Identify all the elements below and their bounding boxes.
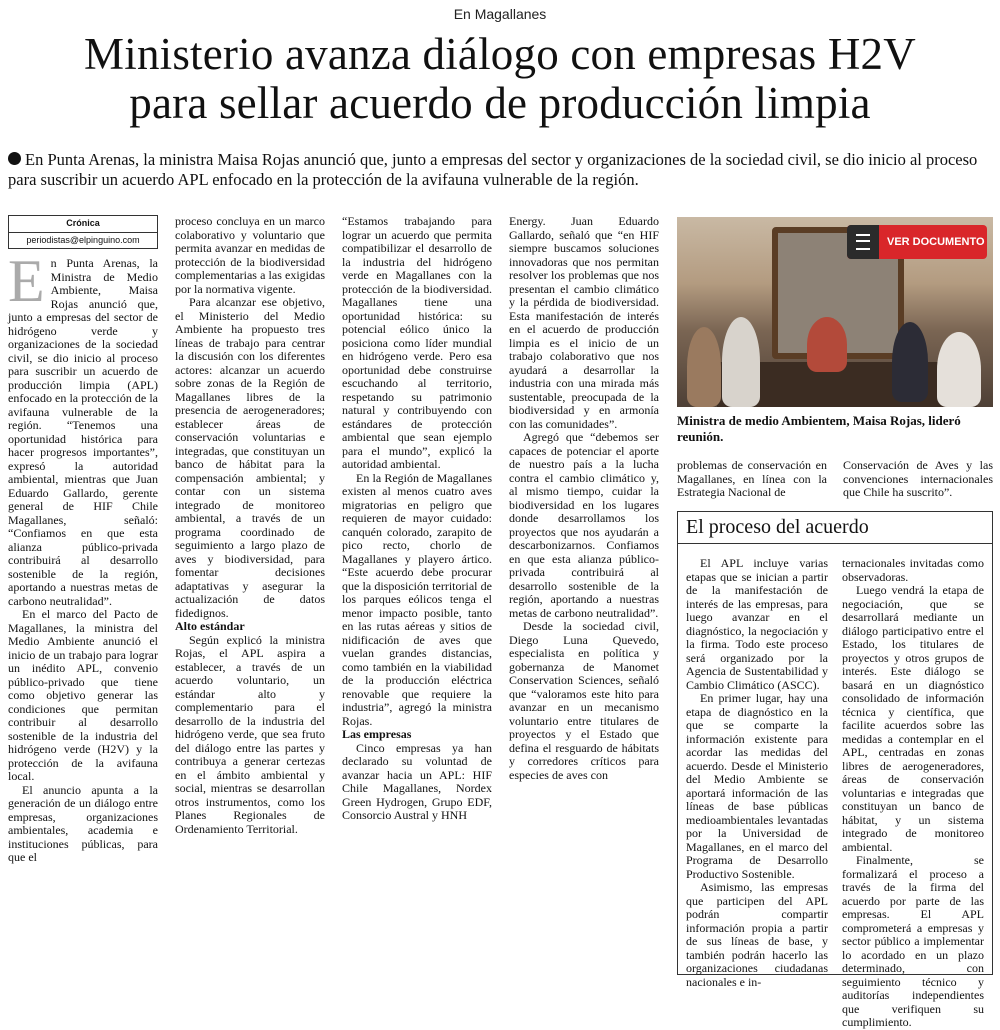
- headline-line-2: para sellar acuerdo de producción limpia: [129, 78, 871, 128]
- person-figure: [892, 322, 928, 402]
- lead-paragraph: [8, 150, 993, 190]
- sidebar-box-column-right: [842, 557, 984, 1030]
- paragraph: En la Región de Magallanes existen al menos cuatro aves migratorias en peligro que requieren de mayor cuidado: canquén colorado, zarapito de pico recto, chorlo de Magallanes y playero ártico. “Este acuerdo debe procurar que la disposición territorial de los parques eólicos tenga el menor impacto posible, tanto en las rutas aéreas y sitios de nidificación de aves que vuelan grandes distancias, como también en la viabilidad de la producción eléctrica renovable que requiere la industria”, agregó la ministra Rojas.: [342, 470, 492, 728]
- headline-line-1: Ministerio avanza diálogo con empresas H2V: [84, 29, 916, 79]
- paragraph: Agregó que “debemos ser capaces de potenciar el aporte de nuestro país a la lucha contra el cambio climático y, al mismo tiempo, cuidar la biodiversidad en los lugares donde desarrollamos los proyectos que nos ayudarán a descarbonizarnos. Confiamos en que esta alianza público-privada contribuirá al desarrollo sostenible de la región, aportando a nuestras metas de carbono neutralidad”.: [509, 430, 659, 620]
- subhead-alto-estandar: Alto estándar: [175, 619, 245, 633]
- section-kicker: En Magallanes: [453, 6, 547, 22]
- sidebar-box-proceso: [677, 511, 993, 1029]
- paragraph: El anuncio apunta a la generación de un diálogo entre empresas, organizaciones ambientales, academia e instituciones públicas, para que el: [8, 782, 158, 864]
- paragraph: Luego vendrá la etapa de negociación, que se desarrollará mediante un diálogo participativo entre el Estado, los titulares de proyectos y otros grupos de interés. Este diálogo se basará en un diagnóstico consolidado de información técnica y científica, que facilite acuerdos sobre las medidas a contemplar en el APL, centradas en zonas libres de aerogeneradores, áreas de conservación voluntarias e integradas que constituyan un banco de hábitat, y un sistema integrado de monitoreo ambiental.: [842, 583, 984, 854]
- person-figure: [722, 317, 760, 407]
- meeting-photo: [677, 217, 993, 407]
- drop-cap: E: [8, 248, 45, 314]
- sidebar-box-column-left: [686, 557, 828, 989]
- paragraph: ternacionales invitadas como observadoras.: [842, 556, 984, 584]
- document-list-icon: [847, 225, 879, 259]
- paragraph: Asimismo, las empresas que participen del APL podrán compartir información propia a partir de sus líneas de base, y también podrán hacerlo las organizaciones ciudadanas nacionales e in-: [686, 880, 828, 989]
- paragraph: Cinco empresas ya han declarado su voluntad de avanzar hacia un APL: HIF Chile Magallanes, Nordex Green Hydrogen, Grupo EDF, Consorcio Austral y HNH: [342, 740, 492, 822]
- paragraph: Finalmente, se formalizará el proceso a través de la firma del acuerdo por parte de las empresas. El APL comprometerá a empresas y sector público a implementar lo acordado en un plazo determinado, con seguimiento técnico y auditorías independientes que verifiquen su cumplimiento.: [842, 853, 984, 1029]
- paragraph: Desde la sociedad civil, Diego Luna Quevedo, especialista en política y gobernanza de Manomet Conservation Sciences, señaló que “valoramos este hito para avanzar en un mecanismo voluntario entre titulares de proyectos y el Estado que defina el resguardo de hábitats y corredores críticos para especies de aves con: [509, 619, 659, 782]
- article-column-5b: Conservación de Aves y las convenciones internacionales que Chile ha suscrito”.: [843, 458, 993, 499]
- person-figure: [687, 327, 721, 407]
- byline-section: Crónica: [9, 216, 157, 233]
- article-column-4: [509, 215, 659, 782]
- paragraph: proceso concluya en un marco colaborativo y voluntario que permita avanzar en medidas de protección de la biodiversidad complementarias a las exigidas por la normativa vigente.: [175, 214, 325, 296]
- headline: [0, 30, 1000, 128]
- paragraph: En primer lugar, hay una etapa de diagnóstico en la que se comparte la información existente para acordar las medidas del acuerdo. Desde el Ministerio del Medio Ambiente se aportará información de las líneas de base públicas medioambientales levantadas por la Universidad de Magallanes, en el marco del Programa de Desarrollo Productivo Sostenible.: [686, 691, 828, 881]
- byline-box: [8, 215, 158, 249]
- paragraph: “Estamos trabajando para lograr un acuerdo que permita compatibilizar el desarrollo de la industria del hidrógeno verde en Magallanes con la protección de la biodiversidad. Magallanes tiene una oportunidad histórica: su potencial eólico único la posiciona como líder mundial en hidrógeno verde. Pero esa oportunidad debe construirse escuchando al territorio, respetando su patrimonio natural y contribuyendo con estándares de protección ambiental que sean ejemplo para el mundo”, explicó la autoridad ambiental.: [342, 214, 492, 471]
- photo-caption: Ministra de medio Ambientem, Maisa Rojas, lideró reunión.: [677, 413, 961, 444]
- paragraph: El APL incluye varias etapas que se inician a partir de la manifestación de interés de las empresas, para luego avanzar en el diagnóstico, la negociación y la firma. Todo este proceso será organizado por la Agencia de Sustentabilidad y Cambio Climático (ASCC).: [686, 556, 828, 692]
- article-column-3: [342, 215, 492, 823]
- person-figure: [937, 332, 981, 407]
- byline-email[interactable]: periodistas@elpinguino.com: [26, 234, 140, 245]
- lead-text: En Punta Arenas, la ministra Maisa Rojas anunció que, junto a empresas del sector y organizaciones de la sociedad civil, se dio inicio al proceso para suscribir un acuerdo APL enfocado en la protección de la avifauna vulnerable de la región.: [8, 150, 978, 189]
- article-column-2: [175, 215, 325, 836]
- view-document-button[interactable]: [847, 225, 987, 259]
- bullet-icon: [8, 152, 21, 165]
- article-column-1: [8, 215, 158, 865]
- person-figure: [807, 317, 847, 372]
- paragraph: Para alcanzar ese objetivo, el Ministerio del Medio Ambiente ha propuesto tres líneas de trabajo para centrar la discusión con los diferentes actores: alcanzar un acuerdo sobre zonas de la Región de Magallanes libres de la presencia de aerogeneradores; establecer áreas de conservación voluntarias e integradas, que constituyan un banco de hábitat para la compensación ambiental; y contar con un sistema integrado de monitoreo ambiental, a través de un programa coordinado de seguimiento a largo plazo de aves y biodiversidad, para fomentar decisiones adaptativas y asegurar la actualización de datos fidedignos.: [175, 295, 325, 620]
- subhead-las-empresas: Las empresas: [342, 727, 412, 741]
- article-column-5a: problemas de conservación en Magallanes, en línea con la Estrategia Nacional de: [677, 458, 827, 499]
- paragraph: Energy. Juan Eduardo Gallardo, señaló que “en HIF siempre buscamos soluciones innovadoras que nos permitan resolver los problemas que nos presentan el cambio climático y la pérdida de biodiversidad. Esta manifestación de interés en el acuerdo de producción limpia es el inicio de un trabajo colaborativo que nos ayudará a desarrollar la industria con una mirada más sustentable, preocupada de la biodiversidad y en armonía con las comunidades”.: [509, 214, 659, 431]
- sidebar-box-title: El proceso del acuerdo: [678, 512, 992, 544]
- paragraph: Según explicó la ministra Rojas, el APL aspira a establecer, a través de un acuerdo voluntario, un estándar alto y complementario para el desarrollo de la industria del hidrógeno verde, que sea fruto del diálogo entre las partes y contribuya a generar certezas en el ámbito ambiental y social, mientras se desarrollan otros instrumentos, como los Planes Regionales de Ordenamiento Territorial.: [175, 632, 325, 836]
- view-document-label: VER DOCUMENTO: [887, 236, 985, 248]
- paragraph: En el marco del Pacto de Magallanes, la ministra del Medio Ambiente anunció el inicio de un trabajo para lograr un inédito APL, convenio público-privado que tiene como objetivo generar las condiciones que permitan contribuir al desarrollo sostenible de la industria del hidrógeno verde (H2V) y la protección de la avifauna local.: [8, 607, 158, 783]
- paragraph: En Punta Arenas, la Ministra de Medio Ambiente, Maisa Rojas anunció que, junto a empresas del sector de hidrógeno verde y organizaciones de la sociedad civil, se dio inicio al proceso para suscribir un acuerdo de producción limpia (APL) enfocado en la protección de la avifauna vulnerable de la región. “Tenemos una oportunidad histórica para hacer progresos importantes”, expresó la autoridad ambiental, mientras que Juan Eduardo Gallardo, gerente general de HIF Chile Magallanes, señaló: “Confiamos en que esta alianza público-privada contribuirá al desarrollo sostenible de la región, aportando a nuestras metas de carbono neutralidad”.: [8, 248, 158, 608]
